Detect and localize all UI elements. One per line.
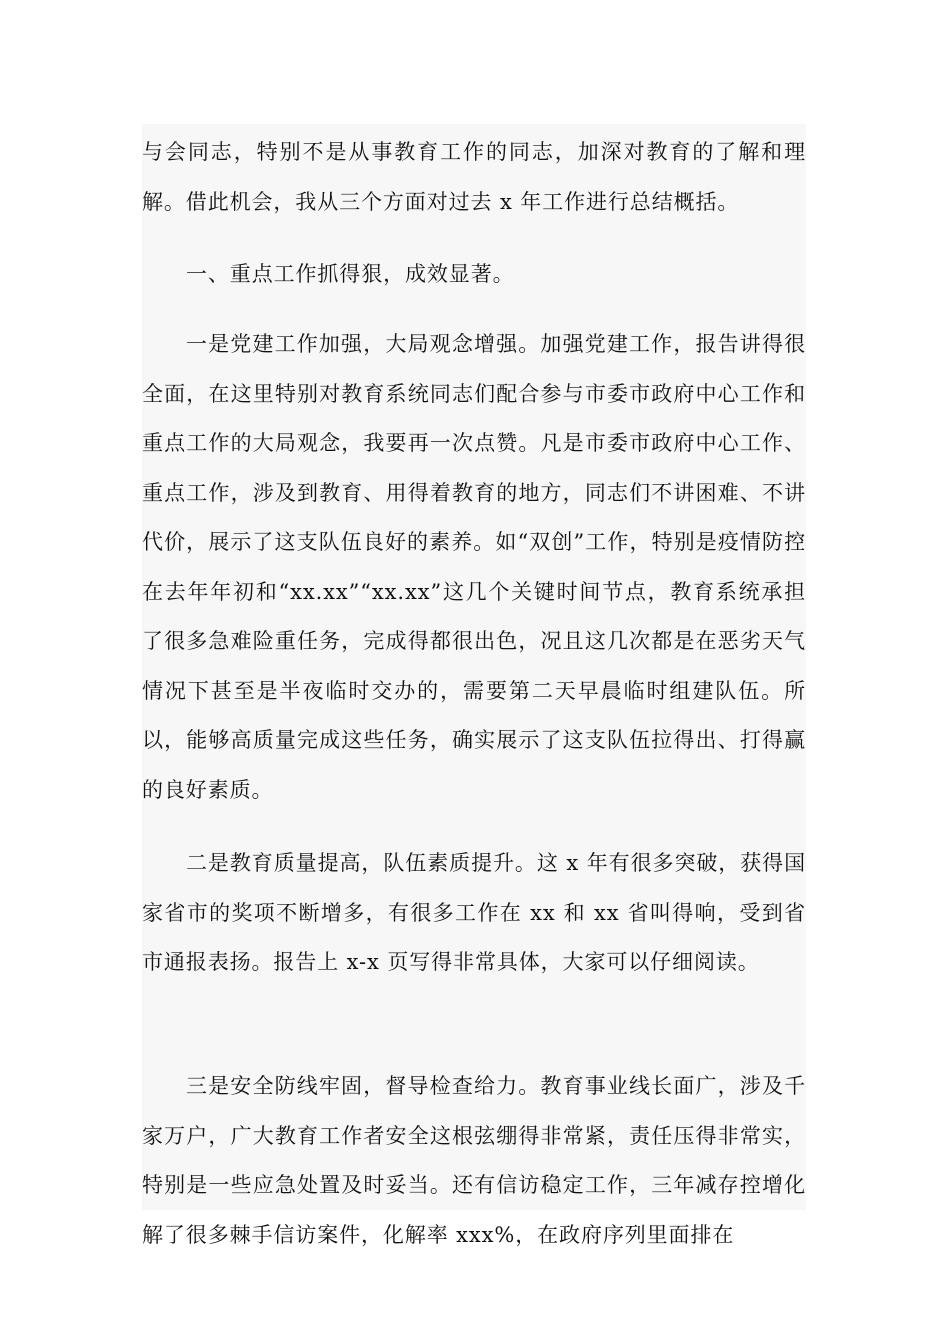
section-heading-one: 一、重点工作抓得狠，成效显著。	[186, 262, 515, 286]
document-text-block	[142, 124, 806, 1247]
paragraph-intro: 与会同志，特别不是从事教育工作的同志，加深对教育的了解和理解。借此机会，我从三个方面对过去 x 年工作进行总结概括。	[142, 140, 806, 214]
paragraph-party-building: 一是党建工作加强，大局观念增强。加强党建工作，报告讲得很全面，在这里特别对教育系统同志们配合参与市委市政府中心工作和重点工作的大局观念，我要再一次点赞。凡是市委市政府中心工作、重点工作，涉及到教育、用得着教育的地方，同志们不讲困难、不讲代价，展示了这支队伍良好的素养。如“双创”工作，特别是疫情防控在去年年初和“xx.xx”“xx.xx”这几个关键时间节点，教育系统承担了很多急难险重任务，完成得都很出色，况且这几次都是在恶劣天气情况下甚至是半夜临时交办的，需要第二天早晨临时组建队伍。所以，能够高质量完成这些任务，确实展示了这支队伍拉得出、打得赢的良好素质。	[142, 332, 806, 802]
paragraph-education-quality: 二是教育质量提高，队伍素质提升。这 x 年有很多突破，获得国家省市的奖项不断增多，有很多工作在 xx 和 xx 省叫得响，受到省市通报表扬。报告上 x-x 页写得非常具体，大家可以仔细阅读。	[142, 851, 806, 974]
paragraph-safety: 三是安全防线牢固，督导检查给力。教育事业线长面广，涉及千家万户，广大教育工作者安全这根弦绷得非常紧，责任压得非常实，特别是一些应急处置及时妥当。还有信访稳定工作，三年减存控增化解了很多棘手信访案件，化解率 xxx%，在政府序列里面排在	[142, 1074, 806, 1247]
